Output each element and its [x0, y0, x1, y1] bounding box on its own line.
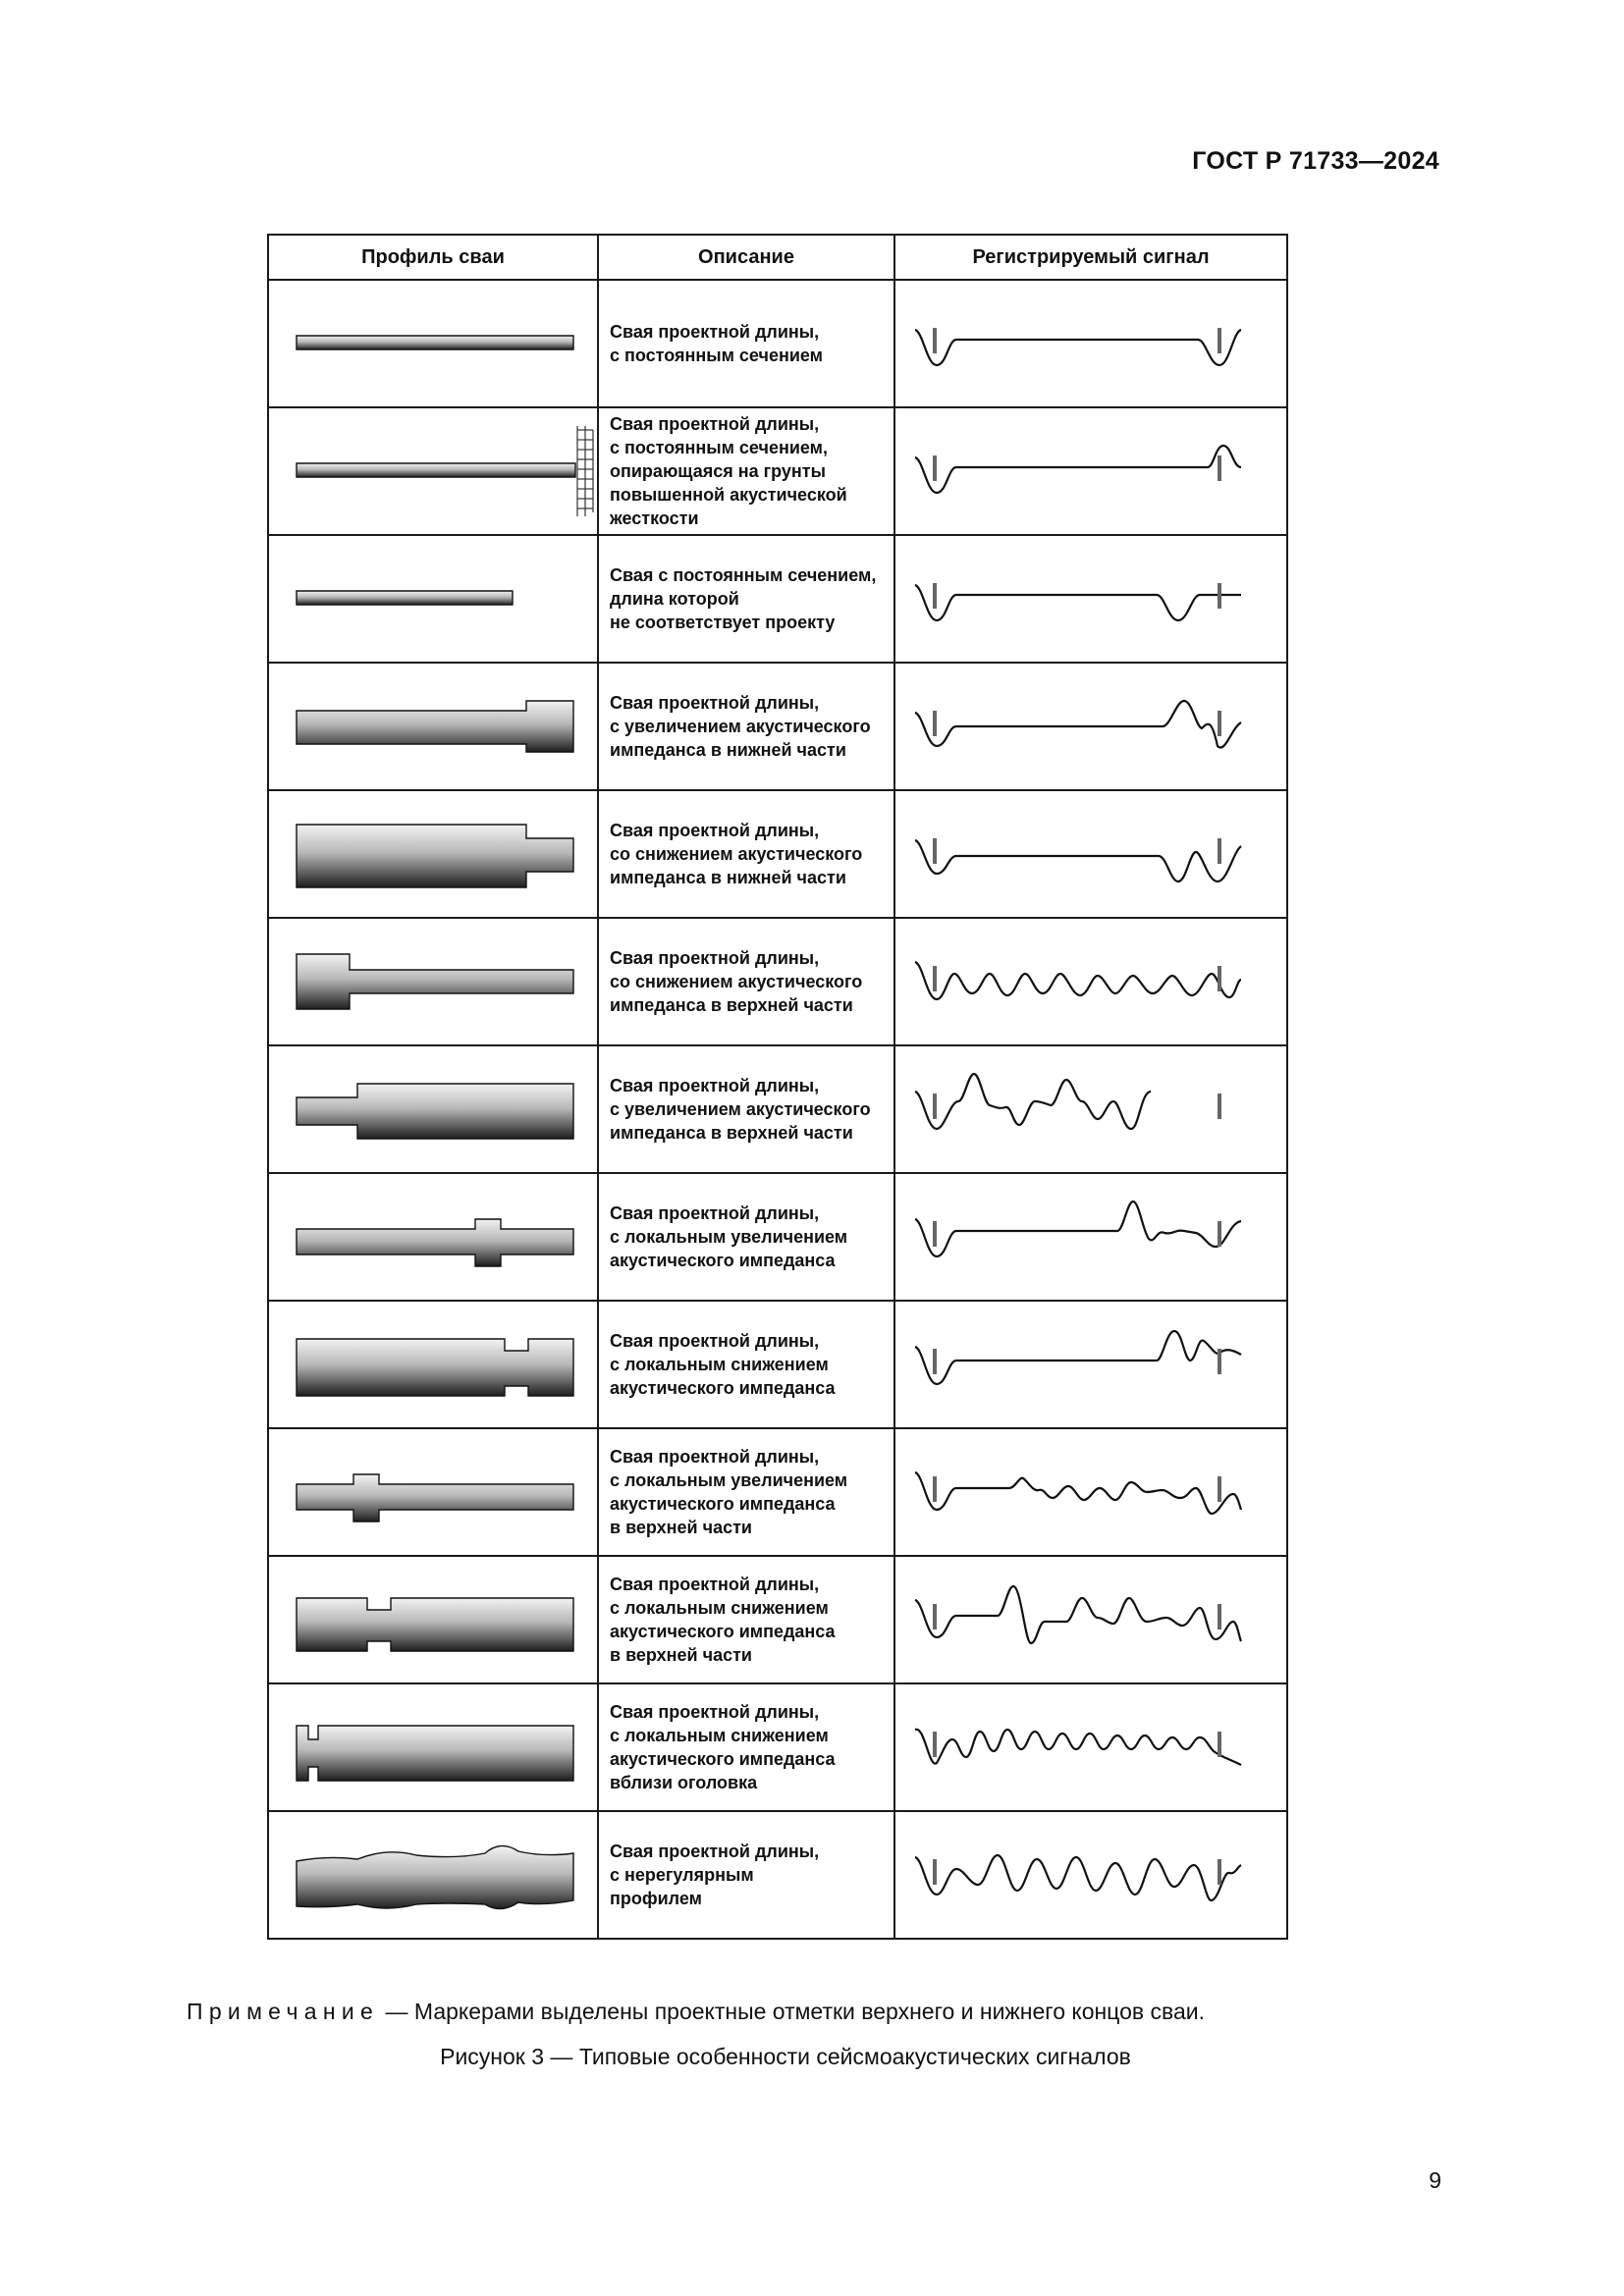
top-end-marker — [933, 1732, 937, 1757]
pile-shape — [297, 591, 513, 605]
bottom-end-marker — [1218, 711, 1221, 736]
pile-profile-diagram — [269, 1684, 599, 1810]
description-cell — [598, 535, 894, 663]
signal-trace — [915, 1730, 1241, 1765]
pile-profile-cell — [268, 918, 598, 1045]
signal-cell — [894, 1173, 1287, 1301]
pile-shape — [297, 463, 575, 477]
description-line: с постоянным сечением — [610, 346, 823, 365]
description-line: с локальным снижением — [610, 1726, 829, 1745]
pile-profile-cell — [268, 1428, 598, 1556]
description-line: с увеличением акустического — [610, 717, 871, 736]
description-line: акустического импеданса — [610, 1251, 836, 1270]
signal-trace — [915, 1472, 1241, 1514]
description-line: Свая с постоянным сечением, — [610, 565, 877, 585]
pile-profile-diagram — [269, 664, 599, 789]
top-end-marker — [933, 1349, 937, 1374]
table-row — [268, 1683, 1287, 1811]
pile-profile-cell — [268, 1173, 598, 1301]
pile-profile-cell — [268, 535, 598, 663]
signal-diagram — [895, 791, 1288, 917]
bottom-end-marker — [1218, 966, 1221, 991]
pile-profile-diagram — [269, 408, 599, 534]
description-line: профилем — [610, 1889, 702, 1908]
signal-diagram — [895, 1812, 1288, 1938]
pile-profile-diagram — [269, 1302, 599, 1427]
signal-cell — [894, 1556, 1287, 1683]
signal-trace — [915, 1074, 1151, 1129]
description-line: Свая проектной длины, — [610, 1331, 820, 1351]
signal-trace — [915, 585, 1241, 620]
description-line: в верхней части — [610, 1518, 752, 1537]
document-code: ГОСТ Р 71733—2024 — [1192, 147, 1439, 175]
description-line: жесткости — [610, 508, 699, 528]
bottom-end-marker — [1218, 1859, 1221, 1885]
description-cell — [598, 663, 894, 790]
description-line: с нерегулярным — [610, 1865, 754, 1885]
signal-cell — [894, 407, 1287, 535]
signal-trace — [915, 1855, 1241, 1900]
description-line: с локальным увеличением — [610, 1227, 848, 1247]
description-cell — [598, 280, 894, 407]
signal-cell — [894, 280, 1287, 407]
table-row — [268, 1173, 1287, 1301]
description-line: опирающаяся на грунты — [610, 461, 826, 481]
pile-profile-cell — [268, 663, 598, 790]
description-cell — [598, 1428, 894, 1556]
table-row — [268, 1045, 1287, 1173]
bottom-end-marker — [1218, 1349, 1221, 1374]
signal-diagram — [895, 1302, 1288, 1427]
pile-profile-cell — [268, 1045, 598, 1173]
description-line: Свая проектной длины, — [610, 322, 820, 342]
pile-shape — [297, 1726, 573, 1781]
description-line: Свая проектной длины, — [610, 1842, 820, 1861]
pile-profile-cell — [268, 407, 598, 535]
table-row — [268, 280, 1287, 407]
signal-trace — [915, 962, 1241, 999]
pile-profile-diagram — [269, 1557, 599, 1682]
top-end-marker — [933, 1094, 937, 1119]
figure-caption: Рисунок 3 — Типовые особенности сейсмоакустических сигналов — [440, 2044, 1131, 2069]
pile-shape — [297, 954, 573, 1009]
signal-diagram — [895, 408, 1288, 534]
signal-cell — [894, 663, 1287, 790]
pile-profile-diagram — [269, 1174, 599, 1300]
description-line: со снижением акустического — [610, 972, 863, 991]
description-line: с локальным снижением — [610, 1598, 829, 1618]
pile-profile-diagram — [269, 1046, 599, 1172]
pile-profile-cell — [268, 790, 598, 918]
description-line: повышенной акустической — [610, 485, 847, 505]
description-line: с постоянным сечением, — [610, 438, 828, 457]
description-cell — [598, 790, 894, 918]
bottom-end-marker — [1218, 1604, 1221, 1629]
table-row — [268, 1301, 1287, 1428]
description-line: с локальным снижением — [610, 1355, 829, 1374]
dense-soil-hatch — [577, 426, 593, 516]
pile-shape — [297, 1339, 573, 1396]
signal-diagram — [895, 1046, 1288, 1172]
pile-shape — [297, 1845, 573, 1908]
top-end-marker — [933, 1859, 937, 1885]
table-row — [268, 663, 1287, 790]
description-line: Свая проектной длины, — [610, 1575, 820, 1594]
signal-cell — [894, 1811, 1287, 1939]
description-line: Свая проектной длины, — [610, 414, 820, 434]
signal-cell — [894, 1428, 1287, 1556]
pile-profile-diagram — [269, 919, 599, 1044]
pile-profile-cell — [268, 1556, 598, 1683]
signal-cell — [894, 1045, 1287, 1173]
pile-profile-diagram — [269, 536, 599, 662]
signal-diagram — [895, 1174, 1288, 1300]
description-line: в верхней части — [610, 1645, 752, 1665]
signal-cell — [894, 535, 1287, 663]
description-line: со снижением акустического — [610, 844, 863, 864]
pile-shape — [297, 701, 573, 752]
figure-table — [267, 234, 1288, 1940]
table-row — [268, 918, 1287, 1045]
signal-trace — [915, 840, 1241, 881]
signal-trace — [915, 1586, 1241, 1643]
header-description: Описание — [598, 235, 894, 280]
signal-trace — [915, 446, 1241, 493]
top-end-marker — [933, 583, 937, 609]
description-line: вблизи оголовка — [610, 1773, 758, 1792]
description-cell — [598, 1683, 894, 1811]
top-end-marker — [933, 1221, 937, 1247]
signal-diagram — [895, 536, 1288, 662]
description-line: с локальным увеличением — [610, 1470, 848, 1490]
description-line: Свая проектной длины, — [610, 693, 820, 713]
description-line: Свая проектной длины, — [610, 948, 820, 968]
description-line: Свая проектной длины, — [610, 1447, 820, 1467]
signal-cell — [894, 790, 1287, 918]
pile-shape — [297, 1219, 573, 1266]
description-line: импеданса в верхней части — [610, 1123, 853, 1143]
description-line: с увеличением акустического — [610, 1099, 871, 1119]
signal-trace — [915, 1201, 1241, 1256]
top-end-marker — [933, 711, 937, 736]
description-cell — [598, 918, 894, 1045]
pile-shape — [297, 1084, 573, 1139]
top-end-marker — [933, 328, 937, 353]
description-line: акустического импеданса — [610, 1494, 836, 1514]
top-end-marker — [933, 838, 937, 864]
pile-shape — [297, 336, 573, 349]
description-line: акустического импеданса — [610, 1378, 836, 1398]
top-end-marker — [933, 1476, 937, 1502]
signal-trace — [915, 1331, 1241, 1384]
pile-shape — [297, 825, 573, 887]
header-signal: Регистрируемый сигнал — [894, 235, 1287, 280]
pile-shape — [297, 1474, 573, 1522]
table-row — [268, 1556, 1287, 1683]
signal-trace — [915, 701, 1241, 748]
bottom-end-marker — [1218, 838, 1221, 864]
description-line: Свая проектной длины, — [610, 821, 820, 840]
description-line: Свая проектной длины, — [610, 1702, 820, 1722]
description-cell — [598, 1045, 894, 1173]
bottom-end-marker — [1218, 328, 1221, 353]
signal-diagram — [895, 1429, 1288, 1555]
table-header-row — [268, 235, 1287, 280]
description-cell — [598, 407, 894, 535]
pile-profile-diagram — [269, 791, 599, 917]
signal-cell — [894, 918, 1287, 1045]
pile-profile-diagram — [269, 1429, 599, 1555]
top-end-marker — [933, 1604, 937, 1629]
signal-diagram — [895, 919, 1288, 1044]
description-cell — [598, 1811, 894, 1939]
note-text: — Маркерами выделены проектные отметки верхнего и нижнего концов сваи. — [379, 1999, 1205, 2024]
description-line: импеданса в нижней части — [610, 868, 846, 887]
description-line: Свая проектной длины, — [610, 1076, 820, 1095]
pile-shape — [297, 1598, 573, 1651]
note — [187, 1999, 1205, 2025]
bottom-end-marker — [1218, 1221, 1221, 1247]
bottom-end-marker — [1218, 455, 1221, 481]
description-line: не соответствует проекту — [610, 613, 836, 632]
table-row — [268, 790, 1287, 918]
pile-profile-cell — [268, 1683, 598, 1811]
signal-cell — [894, 1683, 1287, 1811]
description-line: акустического импеданса — [610, 1749, 836, 1769]
signal-cell — [894, 1301, 1287, 1428]
pile-profile-cell — [268, 1301, 598, 1428]
table-row — [268, 535, 1287, 663]
bottom-end-marker — [1218, 583, 1221, 609]
pile-profile-cell — [268, 1811, 598, 1939]
table-row — [268, 1428, 1287, 1556]
signal-trace — [915, 330, 1241, 365]
description-line: Свая проектной длины, — [610, 1203, 820, 1223]
bottom-end-marker — [1218, 1094, 1221, 1119]
table-body — [268, 280, 1287, 1939]
page-number: 9 — [1429, 2167, 1441, 2193]
description-line: импеданса в нижней части — [610, 740, 846, 760]
table-row — [268, 407, 1287, 535]
bottom-end-marker — [1218, 1732, 1221, 1757]
pile-profile-cell — [268, 280, 598, 407]
table-row — [268, 1811, 1287, 1939]
description-cell — [598, 1301, 894, 1428]
bottom-end-marker — [1218, 1476, 1221, 1502]
description-cell — [598, 1556, 894, 1683]
top-end-marker — [933, 455, 937, 481]
header-profile: Профиль сваи — [268, 235, 598, 280]
signal-diagram — [895, 664, 1288, 789]
signal-diagram — [895, 1557, 1288, 1682]
note-label: Примечание — [187, 1999, 380, 2024]
description-line: длина которой — [610, 589, 739, 609]
description-line: акустического импеданса — [610, 1622, 836, 1641]
top-end-marker — [933, 966, 937, 991]
description-cell — [598, 1173, 894, 1301]
signal-diagram — [895, 1684, 1288, 1810]
pile-profile-diagram — [269, 1812, 599, 1938]
pile-profile-diagram — [269, 281, 599, 406]
description-line: импеданса в верхней части — [610, 995, 853, 1015]
signal-diagram — [895, 281, 1288, 406]
